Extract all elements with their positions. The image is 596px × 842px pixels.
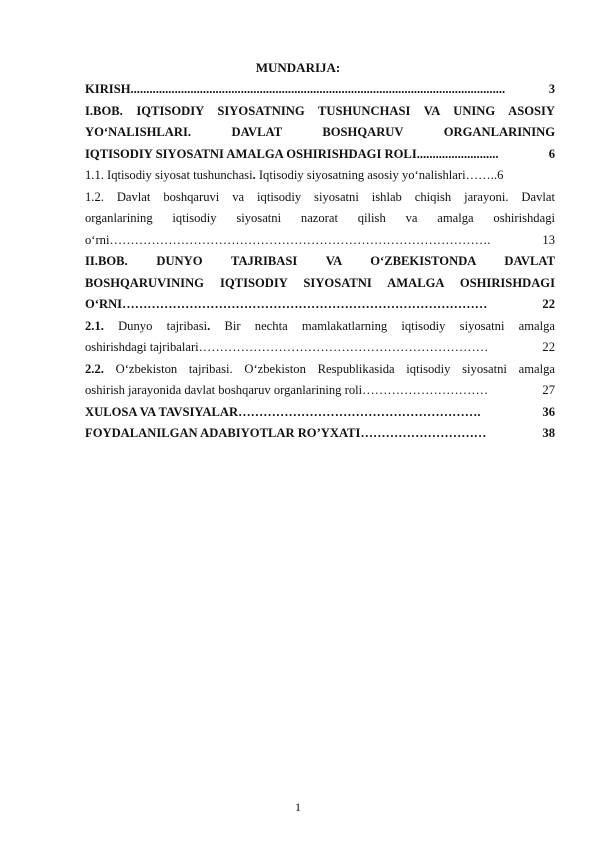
toc-entry-chapter-2-line-1[interactable]: II.BOB. DUNYO TAJRIBASI VA O‘ZBEKISTONDA DAVLAT bbox=[85, 254, 555, 268]
toc-page-number: 36 bbox=[542, 404, 555, 419]
toc-entry-text: o‘rni bbox=[85, 232, 110, 247]
toc-entry-text: IQTISODIY SIYOSATNI AMALGA OSHIRISHDAGI ROLI bbox=[85, 146, 417, 161]
toc-entry-text: FOYDALANILGAN ADABIYOTLAR RO’YXATI bbox=[85, 426, 361, 440]
toc-entry-2-2-line-2[interactable] bbox=[85, 380, 555, 402]
toc-leader-dots: …………………………………………………………… bbox=[198, 340, 489, 354]
toc-title: MUNDARIJA: bbox=[255, 60, 341, 75]
toc-entry-kirish[interactable] bbox=[85, 79, 555, 101]
toc-entry-bibliography[interactable] bbox=[85, 423, 555, 445]
toc-separator: . bbox=[207, 318, 225, 333]
toc-leader-dots: ………………………… bbox=[360, 426, 487, 440]
toc-entry-1-2-line-2[interactable]: organlarining iqtisodiy siyosatni nazorat qilish va amalga oshirishdagi bbox=[85, 211, 555, 225]
toc-entry-chapter-2-line-2[interactable]: BOSHQARUVINING IQTISODIY SIYOSATNI AMALGA OSHIRISHDAGI bbox=[85, 275, 555, 290]
toc-entry-chapter-1-line-2[interactable]: YO‘NALISHLARI. DAVLAT BOSHQARUV ORGANLARINING bbox=[85, 125, 555, 139]
table-of-contents bbox=[85, 79, 555, 445]
toc-page-number: 3 bbox=[548, 82, 555, 96]
toc-entry-2-2-line-1[interactable] bbox=[85, 359, 555, 381]
toc-section-number: 2.1. bbox=[85, 318, 104, 333]
toc-leader-dots: .......................... bbox=[416, 146, 499, 161]
toc-entry-1-1[interactable] bbox=[85, 165, 555, 187]
toc-leader-dots: ………………………………………………………………………………. bbox=[109, 232, 491, 247]
toc-separator: . bbox=[252, 168, 259, 182]
toc-entry-2-1-line-1[interactable] bbox=[85, 316, 555, 338]
toc-entry-1-2-line-3[interactable] bbox=[85, 230, 555, 252]
toc-entry-text: KIRISH bbox=[85, 82, 131, 96]
toc-entry-chapter-1-line-1[interactable]: I.BOB. IQTISODIY SIYOSATNING TUSHUNCHASI VA UNING ASOSIY bbox=[85, 103, 555, 118]
toc-entry-text: oshirish jarayonida davlat boshqaruv organlarining roli bbox=[85, 383, 363, 397]
toc-section-number: 2.2. bbox=[85, 361, 104, 376]
page-number: 1 bbox=[295, 800, 301, 814]
toc-page-number: 6 bbox=[548, 146, 555, 161]
toc-entry-chapter-2-line-3[interactable] bbox=[85, 294, 555, 316]
toc-entry-2-1-line-2[interactable] bbox=[85, 337, 555, 359]
toc-leader-dots: …………………………………………………………………………… bbox=[122, 297, 488, 311]
toc-entry-conclusion[interactable] bbox=[85, 402, 555, 424]
toc-entry-text: XULOSA VA TAVSIYALAR bbox=[85, 404, 239, 419]
toc-entry-text: Iqtisodiy siyosatning asosiy yo‘nalishlari……..6 bbox=[258, 168, 504, 182]
toc-page-number: 13 bbox=[542, 232, 555, 247]
toc-page-number: 22 bbox=[542, 297, 555, 311]
toc-entry-text: Bir nechta mamlakatlarning iqtisodiy siyosatni amalga bbox=[224, 318, 555, 333]
toc-leader-dots: ………………………… bbox=[362, 383, 489, 397]
toc-entry-chapter-1-line-3[interactable] bbox=[85, 144, 555, 166]
toc-entry-text: O‘zbekiston tajribasi. O‘zbekiston Respublikasida iqtisodiy siyosatni amalga bbox=[103, 361, 555, 376]
toc-entry-text: Dunyo tajribasi bbox=[103, 318, 208, 333]
toc-entry-text: O‘RNI bbox=[85, 297, 123, 311]
toc-entry-text: oshirishdagi tajribalari bbox=[85, 340, 199, 354]
toc-page-number: 38 bbox=[542, 426, 555, 440]
toc-entry-text: 1.1. Iqtisodiy siyosat tushunchasi bbox=[85, 168, 253, 182]
toc-page-number: 27 bbox=[542, 383, 555, 397]
toc-leader-dots: ....................................................................................................................... bbox=[130, 82, 506, 96]
toc-entry-1-2-line-1[interactable]: 1.2. Davlat boshqaruvi va iqtisodiy siyosatni ishlab chiqish jarayoni. Davlat bbox=[85, 189, 555, 204]
toc-leader-dots: …………………………………………………. bbox=[238, 404, 481, 419]
toc-page-number: 22 bbox=[542, 340, 555, 354]
